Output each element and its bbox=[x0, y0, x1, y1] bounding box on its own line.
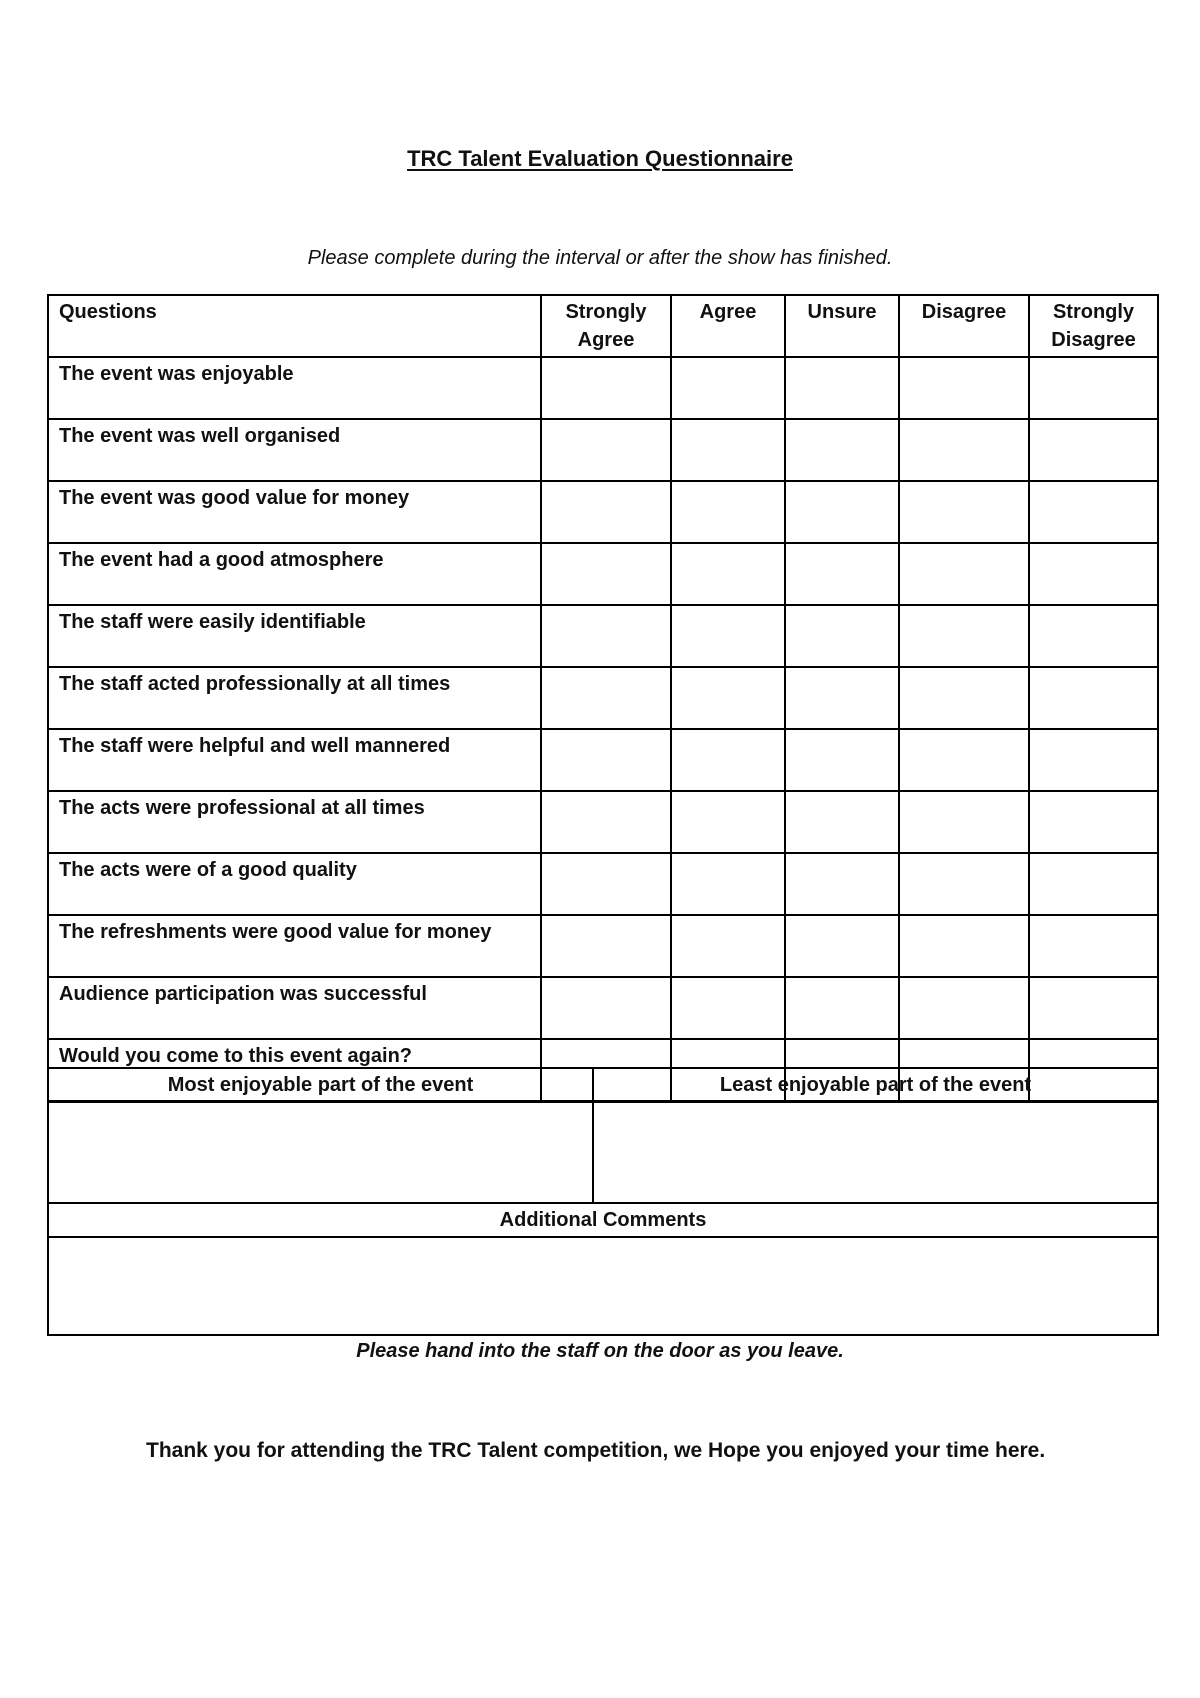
rating-cell-disagree[interactable] bbox=[899, 605, 1029, 667]
rating-cell-strongly-disagree[interactable] bbox=[1029, 915, 1158, 977]
rating-cell-strongly-agree[interactable] bbox=[541, 419, 671, 481]
question-text: The refreshments were good value for money bbox=[48, 915, 541, 977]
rating-cell-disagree[interactable] bbox=[899, 977, 1029, 1039]
question-text: The acts were of a good quality bbox=[48, 853, 541, 915]
rating-cell-strongly-disagree[interactable] bbox=[1029, 481, 1158, 543]
question-text: The event was enjoyable bbox=[48, 357, 541, 419]
rating-cell-agree[interactable] bbox=[671, 853, 785, 915]
rating-cell-unsure[interactable] bbox=[785, 977, 899, 1039]
rating-cell-agree[interactable] bbox=[671, 915, 785, 977]
rating-cell-unsure[interactable] bbox=[785, 543, 899, 605]
rating-cell-disagree[interactable] bbox=[899, 543, 1029, 605]
rating-cell-agree[interactable] bbox=[671, 419, 785, 481]
question-text: The event was well organised bbox=[48, 419, 541, 481]
rating-cell-disagree[interactable] bbox=[899, 419, 1029, 481]
rating-cell-strongly-agree[interactable] bbox=[541, 605, 671, 667]
question-row bbox=[48, 791, 1158, 853]
header-strongly-agree: Strongly Agree bbox=[541, 295, 671, 357]
header-agree: Agree bbox=[671, 295, 785, 357]
rating-cell-disagree[interactable] bbox=[899, 357, 1029, 419]
rating-cell-agree[interactable] bbox=[671, 605, 785, 667]
rating-cell-strongly-disagree[interactable] bbox=[1029, 977, 1158, 1039]
rating-cell-strongly-agree[interactable] bbox=[541, 543, 671, 605]
rating-cell-strongly-disagree[interactable] bbox=[1029, 853, 1158, 915]
rating-cell-agree[interactable] bbox=[671, 481, 785, 543]
rating-cell-strongly-agree[interactable] bbox=[541, 853, 671, 915]
question-row bbox=[48, 729, 1158, 791]
header-row bbox=[48, 295, 1158, 357]
rating-cell-disagree[interactable] bbox=[899, 729, 1029, 791]
question-row bbox=[48, 667, 1158, 729]
most-enjoyable-field[interactable] bbox=[48, 1102, 593, 1203]
rating-cell-strongly-disagree[interactable] bbox=[1029, 357, 1158, 419]
question-row bbox=[48, 977, 1158, 1039]
question-text: The staff acted professionally at all times bbox=[48, 667, 541, 729]
question-text: The event was good value for money bbox=[48, 481, 541, 543]
rating-cell-unsure[interactable] bbox=[785, 853, 899, 915]
rating-cell-agree[interactable] bbox=[671, 543, 785, 605]
least-enjoyable-field[interactable] bbox=[593, 1102, 1158, 1203]
rating-cell-strongly-agree[interactable] bbox=[541, 915, 671, 977]
rating-cell-unsure[interactable] bbox=[785, 481, 899, 543]
rating-cell-strongly-agree[interactable] bbox=[541, 791, 671, 853]
thank-you-message: Thank you for attending the TRC Talent competition, we Hope you enjoyed your time here. bbox=[146, 1439, 1046, 1462]
rating-cell-disagree[interactable] bbox=[899, 481, 1029, 543]
header-disagree: Disagree bbox=[899, 295, 1029, 357]
rating-cell-strongly-disagree[interactable] bbox=[1029, 791, 1158, 853]
rating-cell-unsure[interactable] bbox=[785, 357, 899, 419]
header-strongly-disagree: Strongly Disagree bbox=[1029, 295, 1158, 357]
least-enjoyable-label: Least enjoyable part of the event bbox=[593, 1068, 1158, 1102]
question-text: The staff were easily identifiable bbox=[48, 605, 541, 667]
rating-cell-strongly-disagree[interactable] bbox=[1029, 667, 1158, 729]
question-text: Would you come to this event again? bbox=[48, 1039, 541, 1101]
question-text: The acts were professional at all times bbox=[48, 791, 541, 853]
hand-in-note: Please hand into the staff on the door as you leave. bbox=[356, 1340, 844, 1362]
question-row bbox=[48, 481, 1158, 543]
evaluation-table bbox=[47, 294, 1159, 1102]
question-text: The staff were helpful and well mannered bbox=[48, 729, 541, 791]
question-text: The event had a good atmosphere bbox=[48, 543, 541, 605]
feedback-table bbox=[47, 1067, 1159, 1336]
rating-cell-strongly-agree[interactable] bbox=[541, 667, 671, 729]
rating-cell-strongly-agree[interactable] bbox=[541, 481, 671, 543]
question-row bbox=[48, 853, 1158, 915]
rating-cell-agree[interactable] bbox=[671, 791, 785, 853]
rating-cell-unsure[interactable] bbox=[785, 419, 899, 481]
question-row bbox=[48, 605, 1158, 667]
rating-cell-unsure[interactable] bbox=[785, 729, 899, 791]
header-unsure: Unsure bbox=[785, 295, 899, 357]
rating-cell-strongly-agree[interactable] bbox=[541, 729, 671, 791]
rating-cell-strongly-agree[interactable] bbox=[541, 357, 671, 419]
rating-cell-unsure[interactable] bbox=[785, 791, 899, 853]
additional-comments-field[interactable] bbox=[48, 1237, 1158, 1335]
rating-cell-unsure[interactable] bbox=[785, 667, 899, 729]
header-questions: Questions bbox=[48, 295, 541, 357]
rating-cell-disagree[interactable] bbox=[899, 667, 1029, 729]
rating-cell-strongly-disagree[interactable] bbox=[1029, 419, 1158, 481]
most-enjoyable-label: Most enjoyable part of the event bbox=[48, 1068, 593, 1102]
rating-cell-strongly-agree[interactable] bbox=[541, 977, 671, 1039]
page-title: TRC Talent Evaluation Questionnaire bbox=[407, 146, 793, 171]
rating-cell-strongly-disagree[interactable] bbox=[1029, 605, 1158, 667]
additional-comments-label: Additional Comments bbox=[48, 1203, 1158, 1237]
question-row bbox=[48, 915, 1158, 977]
question-text: Audience participation was successful bbox=[48, 977, 541, 1039]
rating-cell-strongly-disagree[interactable] bbox=[1029, 729, 1158, 791]
rating-cell-agree[interactable] bbox=[671, 729, 785, 791]
question-row bbox=[48, 419, 1158, 481]
rating-cell-agree[interactable] bbox=[671, 977, 785, 1039]
question-row bbox=[48, 357, 1158, 419]
rating-cell-strongly-disagree[interactable] bbox=[1029, 543, 1158, 605]
rating-cell-disagree[interactable] bbox=[899, 791, 1029, 853]
instructions: Please complete during the interval or after the show has finished. bbox=[307, 247, 893, 269]
rating-cell-agree[interactable] bbox=[671, 357, 785, 419]
question-row bbox=[48, 543, 1158, 605]
rating-cell-unsure[interactable] bbox=[785, 605, 899, 667]
rating-cell-disagree[interactable] bbox=[899, 915, 1029, 977]
rating-cell-unsure[interactable] bbox=[785, 915, 899, 977]
rating-cell-agree[interactable] bbox=[671, 667, 785, 729]
rating-cell-disagree[interactable] bbox=[899, 853, 1029, 915]
